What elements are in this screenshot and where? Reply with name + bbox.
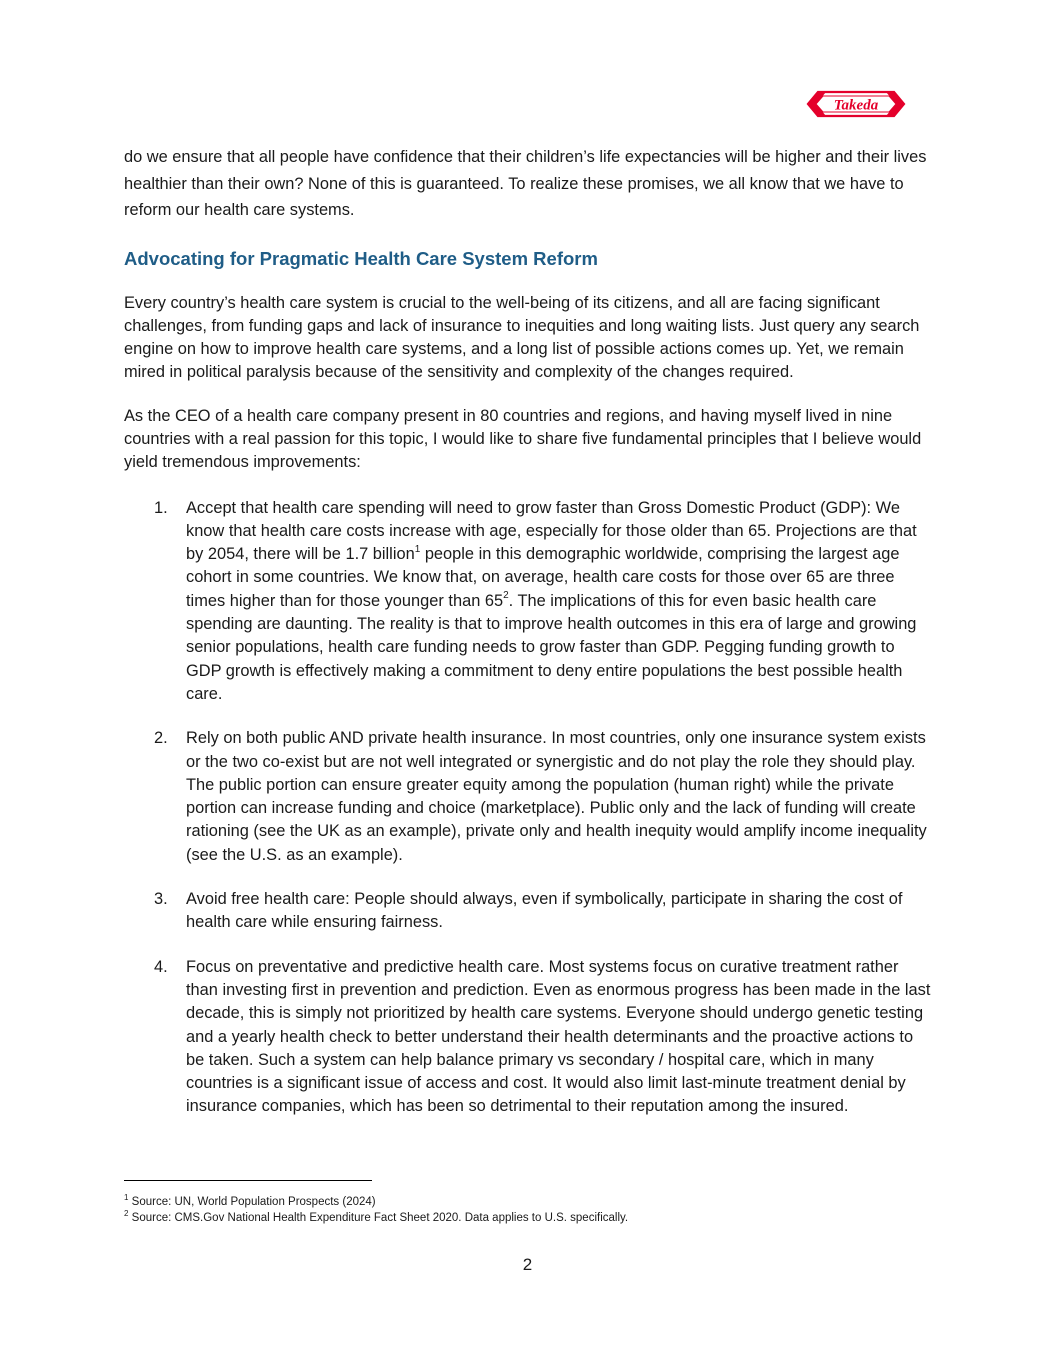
footnote-mark: 1 [124, 1193, 129, 1203]
footnote-ref[interactable]: 1 [414, 543, 421, 555]
footnote-divider [124, 1180, 372, 1181]
list-item-text-part: Accept that health care spending will need to grow faster than Gross Domestic Product (GDP): We know that health care costs increase with age, especially for those older than 65. Projections are that by 2054, there will be 1.7 billion [186, 498, 917, 564]
list-item-text-part: people in this demographic worldwide, comprising the largest age cohort in some countries. We know that, on average, health care costs for those over 65 are three times higher than for those younger than 65 [186, 545, 900, 610]
section-heading: Advocating for Pragmatic Health Care System Reform [124, 247, 598, 269]
principles-list [124, 497, 932, 1119]
takeda-logo [806, 86, 906, 122]
intro-paragraph: do we ensure that all people have confidence that their children’s life expectancies will be higher and their lives healthier than their own? None of this is guaranteed. To realize these promises, we all know that we have to reform our health care systems. [124, 148, 927, 219]
list-item [124, 727, 932, 867]
list-item-text: Avoid free health care: People should always, even if symbolically, participate in sharing the cost of health care while ensuring fairness. [186, 890, 903, 932]
list-item-text-part: . The implications of this for even basic health care spending are daunting. The reality is that to improve health outcomes in this era of large and growing senior populations, health care funding needs to grow faster than GDP. Pegging funding growth to GDP growth is effectively making a commitment to deny entire populations the best possible health care. [186, 591, 917, 703]
list-item-text: Rely on both public AND private health insurance. In most countries, only one insurance system exists or the two co-exist but are not well integrated or synergistic and do not play the role they should play. The public portion can ensure greater equity among the population (human right) while the private portion can increase funding and choice (marketplace). Public only and the lack of funding will create rationing (see the UK as an example), private only and health inequity would amplify income inequality (see the U.S. as an example). [186, 729, 927, 864]
page-number: 2 [522, 1255, 533, 1274]
list-item-number: 2. [154, 729, 168, 748]
footnotes [124, 1194, 628, 1226]
footnote [124, 1210, 628, 1226]
list-item [124, 497, 932, 707]
list-item [124, 956, 932, 1119]
list-item-text: Focus on preventative and predictive health care. Most systems focus on curative treatment rather than investing first in prevention and prediction. Even as enormous progress has been made in the last decade, this is simply not prioritized by health care systems. Everyone should undergo genetic testing and a yearly health check to better understand their health determinants and the proactive actions to be taken. Such a system can help balance primary vs secondary / hospital care, which in many countries is a significant issue of access and cost. It would also limit last-minute treatment denial by insurance companies, which has been so detrimental to their reputation among the insured. [186, 957, 931, 1116]
body-paragraph-1: Every country’s health care system is crucial to the well-being of its citizens, and all are facing significant challenges, from funding gaps and lack of insurance to inequities and long waiting lists. Just query any search engine on how to improve health care systems, and a long list of possible actions comes up. Yet, we remain mired in political paralysis because of the sensitivity and complexity of the changes required. [124, 293, 920, 382]
footnote-mark: 2 [124, 1209, 129, 1219]
takeda-logo-mark [806, 86, 906, 122]
footnote-text: Source: CMS.Gov National Health Expenditure Fact Sheet 2020. Data applies to U.S. specifically. [128, 1212, 629, 1224]
footnote-ref[interactable]: 2 [503, 590, 509, 602]
footnote [124, 1194, 628, 1210]
body-paragraph-2: As the CEO of a health care company present in 80 countries and regions, and having myself lived in nine countries with a real passion for this topic, I would like to share five fundamental principles that I believe would yield tremendous improvements: [124, 406, 922, 472]
list-item-number: 1. [154, 498, 168, 517]
list-item-number: 3. [154, 890, 168, 909]
list-item [124, 888, 932, 935]
logo-wordmark: Takeda [833, 97, 879, 114]
list-item-number: 4. [154, 957, 168, 976]
document-body [124, 144, 932, 1140]
footnote-text: Source: UN, World Population Prospects (2024) [128, 1196, 376, 1208]
